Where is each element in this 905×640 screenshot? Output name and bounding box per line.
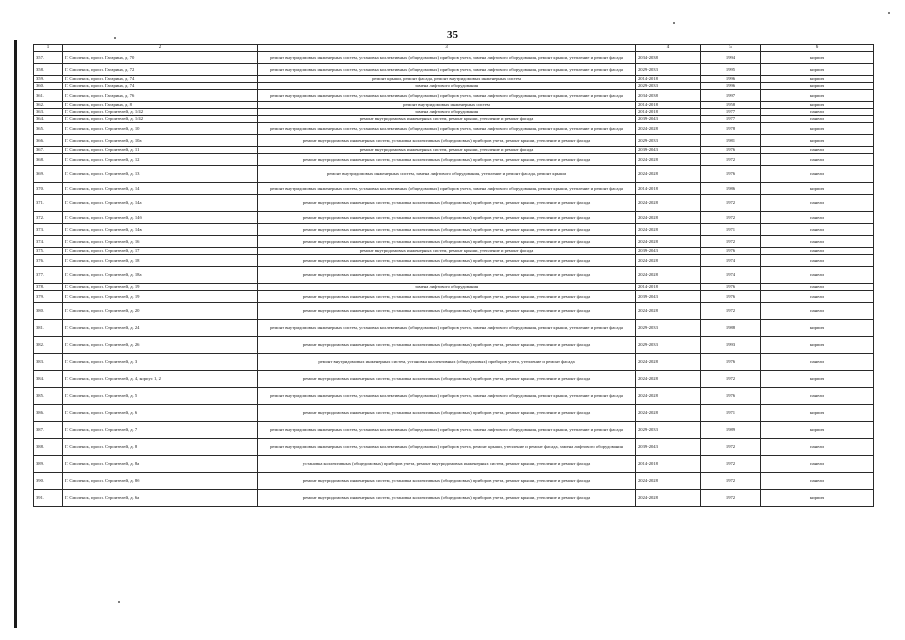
build-year-cell: 1972 xyxy=(701,456,761,473)
table-row xyxy=(34,303,874,320)
works-cell: ремонт внутридомовых инженерных систем, ремонт крыши, утепление и ремонт фасада xyxy=(258,147,636,154)
build-year-cell: 1976 xyxy=(701,166,761,183)
period-cell: 2024-2028 xyxy=(636,267,701,284)
build-year-cell: 1976 xyxy=(701,291,761,303)
row-number: 372. xyxy=(34,212,63,224)
works-cell: ремонт внутридомовых инженерных систем, установка коллективных (общедомовых) приборов учета, ремонт крыши, утепление и ремонт фасада xyxy=(258,236,636,248)
build-year-cell: 1976 xyxy=(701,354,761,371)
row-number: 361. xyxy=(34,90,63,102)
period-cell: 2029-2033 xyxy=(636,337,701,354)
address-cell: Г. Смоленск, просп. Строителей, д. 20 xyxy=(63,303,258,320)
build-year-cell: 1972 xyxy=(701,195,761,212)
address-cell: Г. Смоленск, просп. Строителей, д. 18 xyxy=(63,255,258,267)
wall-material-cell: кирпич xyxy=(761,490,874,507)
address-cell: Г. Смоленск, просп. Гагарина, д. 74 xyxy=(63,83,258,90)
address-cell: Г. Смоленск, просп. Строителей, д. 5 xyxy=(63,388,258,405)
period-cell: 2014-2018 xyxy=(636,76,701,83)
table-row xyxy=(34,109,874,116)
wall-material-cell: панели xyxy=(761,212,874,224)
period-cell: 2024-2028 xyxy=(636,354,701,371)
table-row xyxy=(34,166,874,183)
works-cell: ремонт внутридомовых инженерных систем, ремонт крыши, утепление и ремонт фасада xyxy=(258,116,636,123)
build-year-cell: 1976 xyxy=(701,248,761,255)
row-number: 364. xyxy=(34,116,63,123)
wall-material-cell: панели xyxy=(761,388,874,405)
column-header: 3 xyxy=(258,45,636,52)
build-year-cell: 1974 xyxy=(701,267,761,284)
table-row xyxy=(34,255,874,267)
build-year-cell: 1977 xyxy=(701,116,761,123)
wall-material-cell: кирпич xyxy=(761,320,874,337)
build-year-cell: 1994 xyxy=(701,52,761,64)
scan-speck xyxy=(114,37,116,39)
row-number: 357. xyxy=(34,52,63,64)
scan-speck xyxy=(673,22,675,24)
table-row xyxy=(34,284,874,291)
row-number: 375. xyxy=(34,248,63,255)
row-number: 362. xyxy=(34,102,63,109)
row-number: 383. xyxy=(34,354,63,371)
table-row xyxy=(34,90,874,102)
address-cell: Г. Смоленск, просп. Строителей, д. 8 xyxy=(63,439,258,456)
address-cell: Г. Смоленск, просп. Строителей, д. 11 xyxy=(63,147,258,154)
wall-material-cell: панели xyxy=(761,439,874,456)
wall-material-cell: кирпич xyxy=(761,76,874,83)
period-cell: 2029-2033 xyxy=(636,422,701,439)
period-cell: 2024-2028 xyxy=(636,473,701,490)
table-row xyxy=(34,267,874,284)
wall-material-cell: кирпич xyxy=(761,123,874,135)
row-number: 367. xyxy=(34,147,63,154)
table-row xyxy=(34,195,874,212)
row-number: 382. xyxy=(34,337,63,354)
address-cell: Г. Смоленск, просп. Строителей, д. 3 xyxy=(63,354,258,371)
address-cell: Г. Смоленск, просп. Строителей, д. 12 xyxy=(63,154,258,166)
works-cell: ремонт крыши, ремонт фасада, ремонт внутридомовых инженерных систем xyxy=(258,76,636,83)
works-cell: ремонт внутридомовых инженерных систем, установка коллективных (общедомовых) приборов учета, замена лифтового оборудования, ремонт крыши, утепление и ремонт фасада xyxy=(258,90,636,102)
works-cell: ремонт внутридомовых инженерных систем, установка коллективных (общедомовых) приборов учета, ремонт крыши, утепление и ремонт фасада xyxy=(258,212,636,224)
table-row xyxy=(34,337,874,354)
works-cell: ремонт внутридомовых инженерных систем, установка коллективных (общедомовых) приборов учета, ремонт крыши, утепление и ремонт фасада xyxy=(258,267,636,284)
table-row xyxy=(34,183,874,195)
wall-material-cell: панели xyxy=(761,248,874,255)
address-cell: Г. Смоленск, просп. Строителей, д. 10 xyxy=(63,123,258,135)
works-cell: замена лифтового оборудования xyxy=(258,83,636,90)
address-cell: Г. Смоленск, просп. Строителей, д. 19 xyxy=(63,291,258,303)
wall-material-cell: панели xyxy=(761,255,874,267)
row-number: 374. xyxy=(34,236,63,248)
address-cell: Г. Смоленск, просп. Строителей, д. 10а xyxy=(63,135,258,147)
address-cell: Г. Смоленск, просп. Строителей, д. 6а xyxy=(63,490,258,507)
wall-material-cell: панели xyxy=(761,456,874,473)
table-row xyxy=(34,405,874,422)
build-year-cell: 1972 xyxy=(701,236,761,248)
build-year-cell: 1988 xyxy=(701,320,761,337)
period-cell: 2024-2028 xyxy=(636,255,701,267)
works-cell: ремонт внутридомовых инженерных систем, установка коллективных (общедомовых) приборов учета, ремонт крыши, утепление и ремонт фасада xyxy=(258,291,636,303)
row-number: 371. xyxy=(34,195,63,212)
period-cell: 2024-2028 xyxy=(636,388,701,405)
scan-speck xyxy=(888,12,890,14)
row-number: 389. xyxy=(34,456,63,473)
works-cell: ремонт внутридомовых инженерных систем, установка коллективных (общедомовых) приборов учета, ремонт крыши, утепление и ремонт фасада xyxy=(258,135,636,147)
works-cell: замена лифтового оборудования xyxy=(258,284,636,291)
wall-material-cell: кирпич xyxy=(761,90,874,102)
wall-material-cell: панели xyxy=(761,354,874,371)
address-cell: Г. Смоленск, просп. Строителей, д. 26 xyxy=(63,337,258,354)
wall-material-cell: кирпич xyxy=(761,83,874,90)
period-cell: 2024-2028 xyxy=(636,224,701,236)
period-cell: 2029-2033 xyxy=(636,64,701,76)
address-cell: Г. Смоленск, просп. Строителей, д. 7 xyxy=(63,422,258,439)
row-number: 376. xyxy=(34,255,63,267)
row-number: 386. xyxy=(34,405,63,422)
scan-speck xyxy=(118,601,120,603)
table-row xyxy=(34,456,874,473)
address-cell: Г. Смоленск, просп. Строителей, д. 14б xyxy=(63,212,258,224)
column-header: 2 xyxy=(63,45,258,52)
period-cell: 2034-2038 xyxy=(636,52,701,64)
works-cell: ремонт внутридомовых инженерных систем, установка коллективных (общедомовых) приборов учета, замена лифтового оборудования, ремонт крыши, утепление и ремонт фасада xyxy=(258,52,636,64)
wall-material-cell: кирпич xyxy=(761,64,874,76)
build-year-cell: 1993 xyxy=(701,337,761,354)
build-year-cell: 1976 xyxy=(701,388,761,405)
period-cell: 2024-2028 xyxy=(636,195,701,212)
build-year-cell: 1997 xyxy=(701,90,761,102)
period-cell: 2014-2018 xyxy=(636,284,701,291)
table-body xyxy=(34,45,874,507)
wall-material-cell: кирпич xyxy=(761,52,874,64)
column-header: 1 xyxy=(34,45,63,52)
row-number: 358. xyxy=(34,64,63,76)
address-cell: Г. Смоленск, просп. Гагарина, д. 70 xyxy=(63,52,258,64)
build-year-cell: 1977 xyxy=(701,109,761,116)
works-cell: ремонт внутридомовых инженерных систем, установка коллективных (общедомовых) приборов учета, ремонт крыши, утепление и ремонт фасада xyxy=(258,195,636,212)
row-number: 369. xyxy=(34,166,63,183)
wall-material-cell: панели xyxy=(761,109,874,116)
housing-repair-table xyxy=(33,44,874,507)
wall-material-cell: панели xyxy=(761,303,874,320)
table-row xyxy=(34,116,874,123)
address-cell: Г. Смоленск, просп. Строителей, д. 19 xyxy=(63,284,258,291)
wall-material-cell: панели xyxy=(761,267,874,284)
build-year-cell: 1971 xyxy=(701,405,761,422)
works-cell: ремонт внутридомовых инженерных систем, установка коллективных (общедомовых) приборов учета, ремонт крыши, утепление и ремонт фасада xyxy=(258,337,636,354)
period-cell: 2024-2028 xyxy=(636,236,701,248)
period-cell: 2014-2018 xyxy=(636,102,701,109)
address-cell: Г. Смоленск, просп. Гагарина, д. 76 xyxy=(63,90,258,102)
address-cell: Г. Смоленск, просп. Строителей, д. 4, корпус 1, 2 xyxy=(63,371,258,388)
row-number: 366. xyxy=(34,135,63,147)
wall-material-cell: кирпич xyxy=(761,183,874,195)
works-cell: ремонт внутридомовых инженерных систем, установка коллективных (общедомовых) приборов учета, ремонт крыши, утепление и ремонт фасада, замена лифтового оборудования xyxy=(258,439,636,456)
table-row xyxy=(34,490,874,507)
row-number: 385. xyxy=(34,388,63,405)
works-cell: ремонт внутридомовых инженерных систем, установка коллективных (общедомовых) приборов учета, ремонт крыши, утепление и ремонт фасада xyxy=(258,255,636,267)
wall-material-cell: кирпич xyxy=(761,135,874,147)
table-row xyxy=(34,147,874,154)
period-cell: 2024-2028 xyxy=(636,371,701,388)
build-year-cell: 1995 xyxy=(701,64,761,76)
wall-material-cell: панели xyxy=(761,224,874,236)
row-number: 365. xyxy=(34,123,63,135)
table-row xyxy=(34,224,874,236)
row-number: 387. xyxy=(34,422,63,439)
wall-material-cell: панели xyxy=(761,116,874,123)
table-row xyxy=(34,102,874,109)
wall-material-cell: панели xyxy=(761,236,874,248)
row-number: 377. xyxy=(34,267,63,284)
row-number: 391. xyxy=(34,490,63,507)
build-year-cell: 1976 xyxy=(701,147,761,154)
address-cell: Г. Смоленск, просп. Строителей, д. 17 xyxy=(63,248,258,255)
wall-material-cell: панели xyxy=(761,147,874,154)
build-year-cell: 1996 xyxy=(701,76,761,83)
address-cell: Г. Смоленск, просп. Гагарина, д. 72 xyxy=(63,64,258,76)
wall-material-cell: панели xyxy=(761,166,874,183)
build-year-cell: 1981 xyxy=(701,135,761,147)
table-row xyxy=(34,154,874,166)
page-number: 35 xyxy=(447,29,458,41)
period-cell: 2024-2028 xyxy=(636,123,701,135)
column-header: 6 xyxy=(761,45,874,52)
scan-margin-rule xyxy=(14,40,17,628)
table-row xyxy=(34,236,874,248)
wall-material-cell: панели xyxy=(761,473,874,490)
works-cell: ремонт внутридомовых инженерных систем, установка коллективных (общедомовых) приборов учета, замена лифтового оборудования, ремонт крыши, утепление и ремонт фасада xyxy=(258,183,636,195)
period-cell: 2029-2033 xyxy=(636,320,701,337)
works-cell: ремонт внутридомовых инженерных систем, ремонт крыши, утепление и ремонт фасада xyxy=(258,248,636,255)
period-cell: 2029-2033 xyxy=(636,83,701,90)
build-year-cell: 1974 xyxy=(701,255,761,267)
address-cell: Г. Смоленск, просп. Строителей, д. 16 xyxy=(63,236,258,248)
period-cell: 2024-2028 xyxy=(636,303,701,320)
period-cell: 2024-2028 xyxy=(636,490,701,507)
address-cell: Г. Смоленск, просп. Строителей, д. 8б xyxy=(63,473,258,490)
build-year-cell: 1972 xyxy=(701,303,761,320)
row-number: 378. xyxy=(34,284,63,291)
row-number: 381. xyxy=(34,320,63,337)
period-cell: 2024-2028 xyxy=(636,212,701,224)
table-row xyxy=(34,123,874,135)
build-year-cell: 1996 xyxy=(701,83,761,90)
wall-material-cell: панели xyxy=(761,195,874,212)
build-year-cell: 1989 xyxy=(701,422,761,439)
works-cell: ремонт внутридомовых инженерных систем, установка коллективных (общедомовых) приборов учета, замена лифтового оборудования, ремонт крыши, утепление и ремонт фасада xyxy=(258,388,636,405)
period-cell: 2039-2043 xyxy=(636,147,701,154)
row-number: 368. xyxy=(34,154,63,166)
build-year-cell: 1972 xyxy=(701,371,761,388)
build-year-cell: 1972 xyxy=(701,154,761,166)
works-cell: ремонт внутридомовых инженерных систем, установка коллективных (общедомовых) приборов учета, замена лифтового оборудования, ремонт крыши, утепление и ремонт фасада xyxy=(258,422,636,439)
address-cell: Г. Смоленск, просп. Строителей, д. 18а xyxy=(63,267,258,284)
address-cell: Г. Смоленск, просп. Строителей, д. 1/42 xyxy=(63,109,258,116)
works-cell: ремонт внутридомовых инженерных систем, установка коллективных (общедомовых) приборов учета, ремонт крыши, утепление и ремонт фасада xyxy=(258,371,636,388)
table-row xyxy=(34,439,874,456)
wall-material-cell: панели xyxy=(761,291,874,303)
table-row xyxy=(34,212,874,224)
period-cell: 2034-2038 xyxy=(636,90,701,102)
row-number: 380. xyxy=(34,303,63,320)
row-number: 388. xyxy=(34,439,63,456)
period-cell: 2029-2033 xyxy=(636,135,701,147)
works-cell: ремонт внутридомовых инженерных систем, установка коллективных (общедомовых) приборов учета, ремонт крыши, утепление и ремонт фасада xyxy=(258,490,636,507)
works-cell: ремонт внутридомовых инженерных систем, установка коллективных (общедомовых) приборов учета, замена лифтового оборудования, ремонт крыши, утепление и ремонт фасада xyxy=(258,320,636,337)
wall-material-cell: кирпич xyxy=(761,405,874,422)
wall-material-cell: кирпич xyxy=(761,102,874,109)
table-row xyxy=(34,371,874,388)
works-cell: замена лифтового оборудования xyxy=(258,109,636,116)
period-cell: 2014-2018 xyxy=(636,456,701,473)
period-cell: 2039-2043 xyxy=(636,116,701,123)
column-header: 5 xyxy=(701,45,761,52)
wall-material-cell: кирпич xyxy=(761,422,874,439)
table-row xyxy=(34,83,874,90)
column-header: 4 xyxy=(636,45,701,52)
period-cell: 2014-2018 xyxy=(636,109,701,116)
table-row xyxy=(34,291,874,303)
build-year-cell: 1978 xyxy=(701,123,761,135)
works-cell: ремонт внутридомовых инженерных систем, установка коллективных (общедомовых) приборов учета, ремонт крыши, утепление и ремонт фасада xyxy=(258,154,636,166)
table-row xyxy=(34,248,874,255)
table-row xyxy=(34,76,874,83)
wall-material-cell: панели xyxy=(761,284,874,291)
row-number: 363. xyxy=(34,109,63,116)
address-cell: Г. Смоленск, просп. Строителей, д. 24 xyxy=(63,320,258,337)
works-cell: ремонт внутридомовых инженерных систем xyxy=(258,102,636,109)
address-cell: Г. Смоленск, просп. Гагарина, д. 8 xyxy=(63,102,258,109)
works-cell: ремонт внутридомовых инженерных систем, установка коллективных (общедомовых) приборов учета, ремонт крыши, утепление и ремонт фасада xyxy=(258,473,636,490)
address-cell: Г. Смоленск, просп. Строителей, д. 14 xyxy=(63,183,258,195)
period-cell: 2024-2028 xyxy=(636,166,701,183)
build-year-cell: 1971 xyxy=(701,224,761,236)
address-cell: Г. Смоленск, просп. Строителей, д. 6 xyxy=(63,405,258,422)
wall-material-cell: кирпич xyxy=(761,371,874,388)
table-row xyxy=(34,320,874,337)
table-row xyxy=(34,64,874,76)
row-number: 373. xyxy=(34,224,63,236)
build-year-cell: 1958 xyxy=(701,102,761,109)
row-number: 379. xyxy=(34,291,63,303)
address-cell: Г. Смоленск, просп. Гагарина, д. 74 xyxy=(63,76,258,83)
period-cell: 2024-2028 xyxy=(636,405,701,422)
address-cell: Г. Смоленск, просп. Строителей, д. 13 xyxy=(63,166,258,183)
works-cell: ремонт внутридомовых инженерных систем, установка коллективных (общедомовых) приборов учета, ремонт крыши, утепление и ремонт фасада xyxy=(258,405,636,422)
build-year-cell: 1972 xyxy=(701,439,761,456)
works-cell: ремонт внутридомовых инженерных систем, установка коллективных (общедомовых) приборов учета, замена лифтового оборудования, ремонт крыши, утепление и ремонт фасада xyxy=(258,123,636,135)
period-cell: 2039-2043 xyxy=(636,248,701,255)
table-row xyxy=(34,388,874,405)
row-number: 390. xyxy=(34,473,63,490)
row-number: 359. xyxy=(34,76,63,83)
period-cell: 2039-2043 xyxy=(636,439,701,456)
row-number: 384. xyxy=(34,371,63,388)
row-number: 360. xyxy=(34,83,63,90)
table-row xyxy=(34,135,874,147)
address-cell: Г. Смоленск, просп. Строителей, д. 1/42 xyxy=(63,116,258,123)
table-row xyxy=(34,52,874,64)
table-row xyxy=(34,354,874,371)
build-year-cell: 1972 xyxy=(701,490,761,507)
works-cell: ремонт внутридомовых инженерных систем, замена лифтового оборудования, утепление и ремонт фасада, ремонт крыши xyxy=(258,166,636,183)
build-year-cell: 1972 xyxy=(701,212,761,224)
works-cell: ремонт внутридомовых инженерных систем, установка коллективных (общедомовых) приборов учета, замена лифтового оборудования, ремонт крыши, утепление и ремонт фасада xyxy=(258,64,636,76)
works-cell: установка коллективных (общедомовых) приборов учета, ремонт внутридомовых инженерных систем, ремонт крыши, утепление и ремонт фасада xyxy=(258,456,636,473)
period-cell: 2014-2018 xyxy=(636,183,701,195)
period-cell: 2039-2043 xyxy=(636,291,701,303)
build-year-cell: 1986 xyxy=(701,183,761,195)
build-year-cell: 1972 xyxy=(701,473,761,490)
works-cell: ремонт внутридомовых инженерных систем, установка коллективных (общедомовых) приборов учета, ремонт крыши, утепление и ремонт фасада xyxy=(258,303,636,320)
row-number: 370. xyxy=(34,183,63,195)
address-cell: Г. Смоленск, просп. Строителей, д. 14а xyxy=(63,195,258,212)
period-cell: 2024-2028 xyxy=(636,154,701,166)
address-cell: Г. Смоленск, просп. Строителей, д. 14в xyxy=(63,224,258,236)
works-cell: ремонт внутридомовых инженерных систем, установка коллективных (общедомовых) приборов учета, ремонт крыши, утепление и ремонт фасада xyxy=(258,224,636,236)
address-cell: Г. Смоленск, просп. Строителей, д. 8а xyxy=(63,456,258,473)
works-cell: ремонт внутридомовых инженерных систем, установка коллективных (общедомовых) приборов учета, утепление и ремонт фасада xyxy=(258,354,636,371)
wall-material-cell: панели xyxy=(761,154,874,166)
table-row xyxy=(34,422,874,439)
table-header-row xyxy=(34,45,874,52)
wall-material-cell: кирпич xyxy=(761,337,874,354)
table-row xyxy=(34,473,874,490)
build-year-cell: 1976 xyxy=(701,284,761,291)
